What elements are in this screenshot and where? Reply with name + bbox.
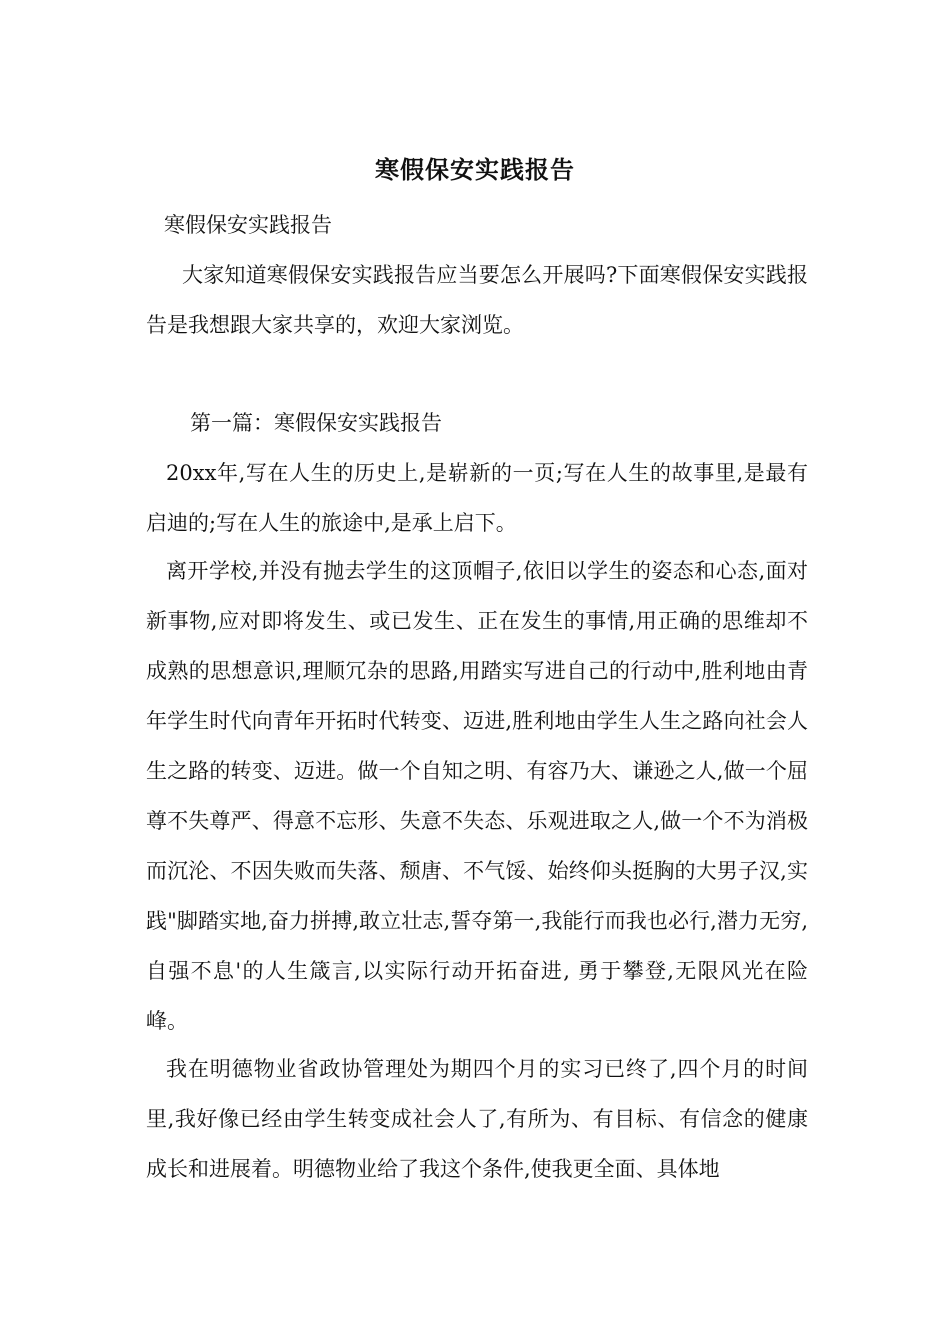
document-title: 寒假保安实践报告 <box>375 155 575 184</box>
body-paragraph-3: 我在明德物业省政协管理处为期四个月的实习已终了,四个月的时间里,我好像已经由学生转变成社会人了,有所为、有目标、有信念的健康成长和进展着。明德物业给了我这个条件,使我更全面、具体地 <box>146 1057 808 1181</box>
intro-paragraph: 大家知道寒假保安实践报告应当要怎么开展吗?下面寒假保安实践报告是我想跟大家共享的，欢迎大家浏览。 <box>146 263 808 337</box>
body-paragraph-2: 离开学校,并没有抛去学生的这顶帽子,依旧以学生的姿态和心态,面对新事物,应对即将发生、或已发生、正在发生的事情,用正确的思维却不成熟的思想意识,理顺冗杂的思路,用踏实写进自己的行动中,胜利地由青年学生时代向青年开拓时代转变、迈进,胜利地由学生人生之路向社会人生之路的转变、迈进。做一个自知之明、有容乃大、谦逊之人,做一个屈尊不失尊严、得意不忘形、失意不失态、乐观进取之人,做一个不为消极而沉沦、不因失败而失落、颓唐、不气馁、始终仰头挺胸的大男子汉,实践"脚踏实地,奋力拼搏,敢立壮志,誓夺第一,我能行而我也必行,潜力无穷,自强不息'的人生箴言,以实际行动开拓奋进, 勇于攀登,无限风光在险峰。 <box>146 559 808 1033</box>
document-subtitle: 寒假保安实践报告 <box>164 213 332 237</box>
body-paragraph-1: 20xx年,写在人生的历史上,是崭新的一页;写在人生的故事里,是最有启迪的;写在人生的旅途中,是承上启下。 <box>146 461 808 535</box>
section-heading: 第一篇：寒假保安实践报告 <box>190 411 442 435</box>
